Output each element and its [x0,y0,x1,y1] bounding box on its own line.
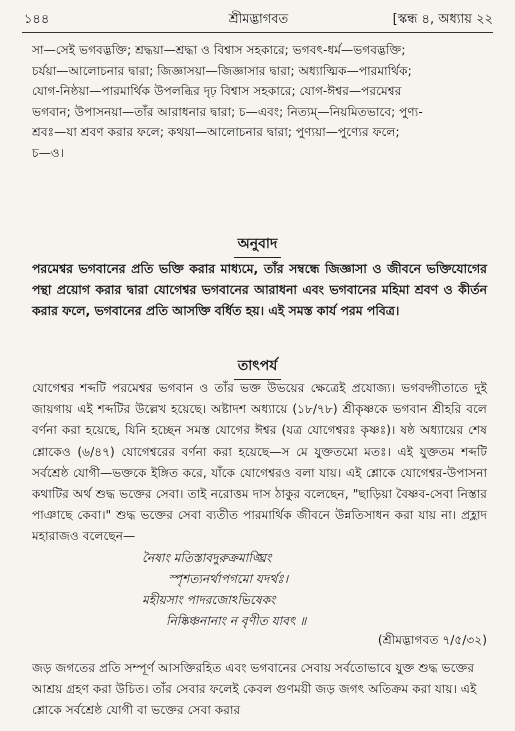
verse-line: মহীয়সাং পাদরজোঽভিষেকং [142,593,276,607]
glossary-line: শ্রবঃ—যা শ্রবণ করার ফলে; কথয়া—আলোচনার দ্বারা; পুণ্যয়া—পুণ্যের ফলে; [32,125,400,139]
verse-line: স্পৃশত্যনর্থাপগমো যদর্থঃ। [168,572,289,586]
purport-heading-text: তাৎপর্য [234,354,282,380]
book-title: শ্রীমদ্ভাগবত [228,12,289,27]
translation-text: পরমেশ্বর ভগবানের প্রতি ভক্তি করার মাধ্যমে, তাঁর সম্বন্ধে জিজ্ঞাসা ও জীবনে ভক্তিযোগের পন্থা প্রয়োগ করার দ্বারা যোগেশ্বর ভগবানের আরাধনা এবং ভগবানের মহিমা শ্রবণ ও কীর্তন করার ফলে, ভগবানের প্রতি আসক্তি বর্ধিত হয়। এই সমস্ত কার্য পরম পবিত্র। [32,261,487,318]
verse-reference: (শ্রীমদ্ভাগবত ৭/৫/৩২) [377,633,487,647]
word-for-word-glossary [32,40,487,163]
running-header [24,10,493,32]
glossary-line: ভগবান; উপাসনয়া—তাঁর আরাধনার দ্বারা; চ—এবং; নিত্যম্—নিয়মিতভাবে; পুণ্য- [32,104,423,119]
section-reference: [স্কন্ধ ৪, অধ্যায় ২২ [392,12,493,27]
verse-line: নিষ্কিঞ্চনানাং ন বৃণীত যাবৎ ॥ [166,614,307,628]
purport-heading [0,354,515,380]
glossary-line: চর্যয়া—আলোচনার দ্বারা; জিজ্ঞাসয়া—জিজ্ঞাসার দ্বারা; অধ্যাত্মিক—পারমার্থিক; [32,63,412,78]
translation-heading-text: অনুবাদ [234,232,282,258]
continuation-paragraph: জড় জগতের প্রতি সম্পূর্ণ আসক্তিরহিত এবং ভগবানের সেবায় সর্বতোভাবে যুক্ত শুদ্ধ ভক্তের আশ্রয় গ্রহণ করা উচিত। তাঁর সেবার ফলেই কেবল গুণময়ী জড় জগৎ অতিক্রম করা যায়। এই শ্লোকে সর্বশ্রেষ্ঠ যোগী বা ভক্তের সেবা করার [32,661,477,717]
glossary-line: যোগ-নিষ্ঠয়া—পারমার্থিক উপলব্ধির দৃঢ় বিশ্বাস সহকারে; যোগ-ঈশ্বর—পরমেশ্বর [32,84,402,98]
glossary-line: সা—সেই ভগবদ্ভক্তি; শ্রদ্ধয়া—শ্রদ্ধা ও বিশ্বাস সহকারে; ভগবৎ-ধর্ম—ভগবদ্ভক্তি; [32,43,406,57]
purport-paragraph: যোগেশ্বর শব্দটি পরমেশ্বর ভগবান ও তাঁর ভক্ত উভয়ের ক্ষেত্রেই প্রযোজ্য। ভগবদ্গীতাতে দুই জায়গায় এই শব্দটির উল্লেখ হয়েছে। অষ্টাদশ অধ্যায়ে (১৮/৭৮) শ্রীকৃষ্ণকে ভগবান শ্রীহরি বলে বর্ণনা করা হয়েছে, যিনি হচ্ছেন সমস্ত যোগের ঈশ্বর (যত্র যোগেশ্বরঃ কৃষ্ণঃ)। ষষ্ঠ অধ্যায়ের শেষ শ্লোকেও (৬/৪৭) যোগেশ্বরের বর্ণনা করা হয়েছে—স মে যুক্ততমো মতঃ। এই যুক্ততম শব্দটি সর্বশ্রেষ্ঠ যোগী—ভক্তকে ইঙ্গিত করে, যাঁকে যোগেশ্বরও বলা যায়। এই শ্লোকে যোগেশ্বর-উপাসনা কথাটির অর্থ শুদ্ধ ভক্তের সেবা। তাই নরোত্তম দাস ঠাকুর বলেছেন, "ছাড়িয়া বৈষ্ণব-সেবা নিস্তার পাঞাছে কেবা।" শুদ্ধ ভক্তের সেবা ব্যতীত পারমার্থিক জীবনে উন্নতিসাধন করা যায় না। প্রহ্লাদ মহারাজও বলেছেন— [32,381,487,544]
header-rule [22,32,493,33]
page-number: ১৪৪ [24,12,50,27]
glossary-line: চ—ও। [32,145,65,160]
purport-body [32,378,487,548]
verse-line: নৈষাং মতিস্তাবদুরুক্রমাঙ্ঘ্রিং [142,551,272,565]
quoted-verse [0,548,515,632]
translation-heading [0,232,515,258]
